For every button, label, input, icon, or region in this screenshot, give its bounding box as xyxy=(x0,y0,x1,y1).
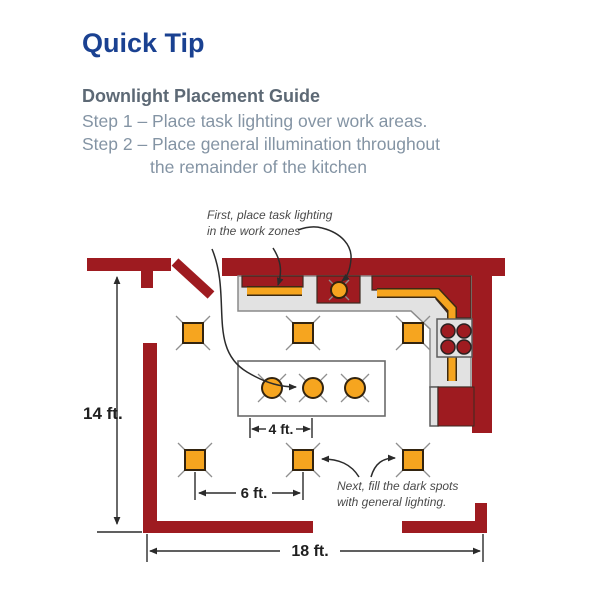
wall-bottom-left xyxy=(143,521,313,533)
cabinet-left xyxy=(242,276,303,287)
dimension-label-14ft: 14 ft. xyxy=(83,404,123,423)
open-door-swing xyxy=(175,262,211,295)
page-title: Quick Tip xyxy=(82,28,205,58)
step-2-text-line1: Step 2 – Place general illumination throughout xyxy=(82,134,441,154)
dimension-island-spacing xyxy=(250,418,312,438)
recessed-downlight-icon xyxy=(176,316,210,350)
annotation-task-line2: in the work zones xyxy=(207,224,301,238)
step-1-text: Step 1 – Place task lighting over work areas. xyxy=(82,111,428,131)
annotation-general-line1: Next, fill the dark spots xyxy=(337,479,459,493)
wall-bottom-right xyxy=(402,521,487,533)
arrow-to-center-downlight xyxy=(322,459,359,477)
stove-icon xyxy=(437,319,472,357)
recessed-downlight-icon xyxy=(286,443,320,477)
arrow-to-right-downlight xyxy=(371,458,395,477)
annotation-task-line1: First, place task lighting xyxy=(207,208,333,222)
recessed-downlight-icon xyxy=(396,316,430,350)
step-2-text-line2: the remainder of the kitchen xyxy=(150,157,367,177)
island-downlight-icon xyxy=(341,374,369,402)
wall-top-left xyxy=(87,258,171,271)
dimension-room-width xyxy=(147,534,483,562)
wall-top xyxy=(222,258,505,276)
island-downlight-icon xyxy=(258,374,286,402)
recessed-downlight-icon xyxy=(178,443,212,477)
wall-right xyxy=(472,276,492,433)
recessed-downlight-icon xyxy=(396,443,430,477)
annotation-general-line2: with general lighting. xyxy=(337,495,447,509)
annotation-general-lighting xyxy=(322,458,458,509)
dimension-label-18ft: 18 ft. xyxy=(291,543,329,560)
wall-bottom-right-stub xyxy=(475,503,487,523)
refrigerator-icon xyxy=(430,387,474,426)
guide-subtitle: Downlight Placement Guide xyxy=(82,86,321,106)
wall-left xyxy=(143,343,157,533)
dimension-label-4ft: 4 ft. xyxy=(268,421,294,437)
wall-door-jamb xyxy=(141,271,153,288)
island-downlight-icon xyxy=(299,374,327,402)
dimension-room-depth xyxy=(83,277,142,532)
dimension-label-6ft: 6 ft. xyxy=(240,485,268,502)
task-downlight-icon xyxy=(329,280,349,300)
recessed-downlight-icon xyxy=(286,316,320,350)
annotation-connector-line xyxy=(298,227,322,230)
